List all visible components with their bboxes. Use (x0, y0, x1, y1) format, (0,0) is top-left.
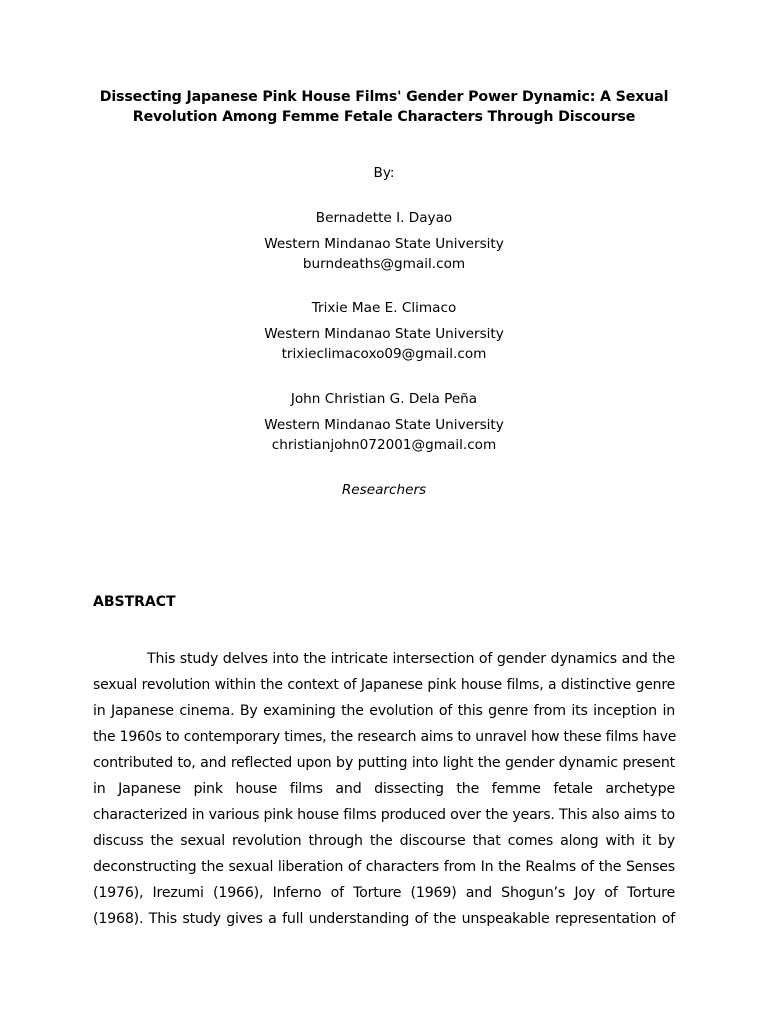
author-email: christianjohn072001@gmail.com (271, 437, 497, 453)
abstract-line: contributed to, and reflected upon by putting into light the gender dynamic present (93, 755, 675, 771)
abstract-line: sexual revolution within the context of Japanese pink house films, a distinctive genre (93, 677, 675, 693)
author-affiliation: Western Mindanao State University (264, 326, 504, 342)
author-name: Trixie Mae E. Climaco (311, 300, 457, 316)
abstract-line: discuss the sexual revolution through the discourse that comes along with it by (93, 833, 675, 849)
author-email: trixieclimacoxo09@gmail.com (281, 346, 487, 362)
role-label: Researchers (341, 482, 427, 498)
paper-title (60, 87, 708, 127)
abstract-line: in Japanese cinema. By examining the evolution of this genre from its inception in (93, 703, 675, 719)
author-affiliation: Western Mindanao State University (264, 236, 504, 252)
paper-title-line: Revolution Among Femme Fetale Characters Through Discourse (132, 109, 636, 125)
paper-title-line: Dissecting Japanese Pink House Films' Gender Power Dynamic: A Sexual (99, 89, 669, 105)
abstract-line: deconstructing the sexual liberation of characters from In the Realms of the Senses (93, 859, 675, 875)
abstract-line: in Japanese pink house films and dissecting the femme fetale archetype (93, 781, 675, 797)
abstract-line: characterized in various pink house films produced over the years. This also aims to (93, 807, 675, 823)
by-label: By: (373, 165, 395, 181)
author-name: John Christian G. Dela Peña (290, 391, 478, 407)
author-name: Bernadette I. Dayao (315, 210, 453, 226)
author-email: burndeaths@gmail.com (302, 256, 466, 272)
abstract-line: the 1960s to contemporary times, the research aims to unravel how these films have (93, 729, 677, 745)
abstract-line: (1976), Irezumi (1966), Inferno of Torture (1969) and Shogun’s Joy of Torture (93, 885, 675, 901)
abstract-line: This study delves into the intricate intersection of gender dynamics and the (147, 651, 675, 667)
author-affiliation: Western Mindanao State University (264, 417, 504, 433)
abstract-line: (1968). This study gives a full understanding of the unspeakable representation of (93, 911, 675, 927)
abstract-heading: ABSTRACT (93, 594, 176, 610)
